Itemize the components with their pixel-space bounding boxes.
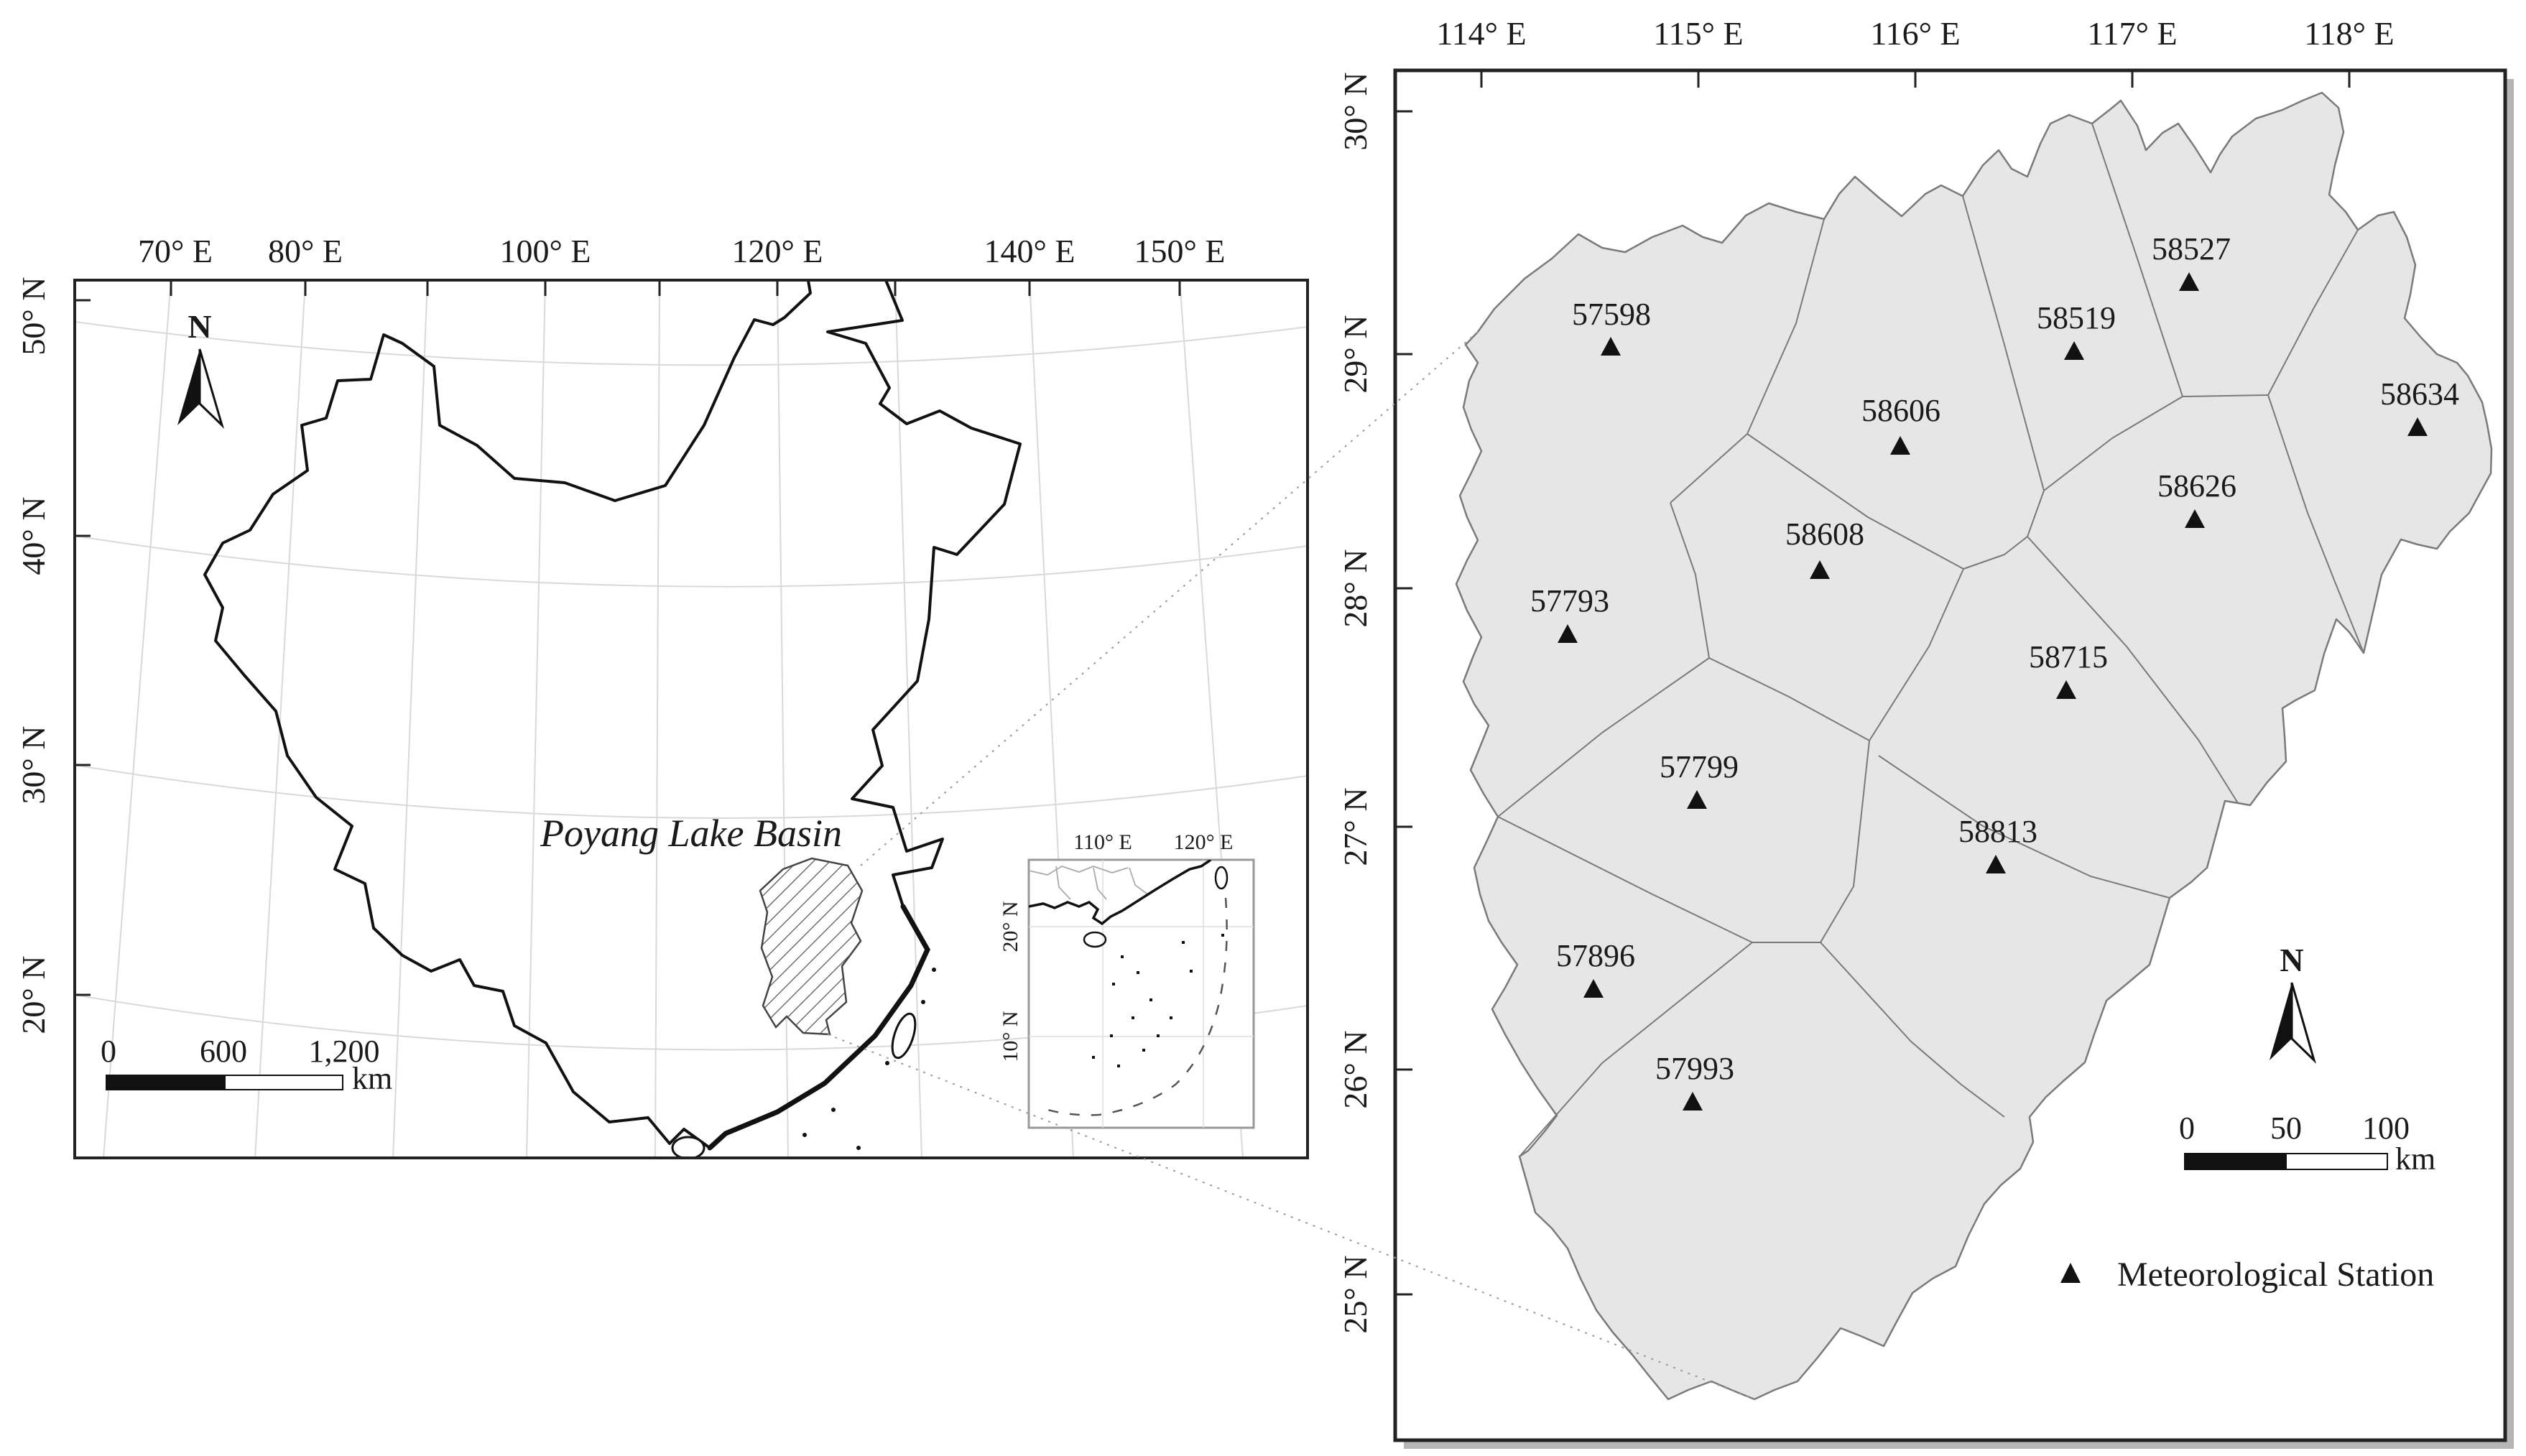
inset-lon-120: 120° E — [1173, 830, 1234, 854]
station-label-58634: 58634 — [2380, 376, 2459, 412]
lat-label-28N: 28° N — [1337, 549, 1374, 628]
scalebar-left-1200: 1,200 — [308, 1034, 380, 1069]
lat-label-30N: 30° N — [15, 725, 52, 804]
basin-station-panel — [1337, 15, 2514, 1449]
basin-label: Poyang Lake Basin — [540, 812, 842, 855]
left-panel-top-ticks — [171, 280, 1180, 296]
north-arrow-left-label: N — [188, 308, 212, 345]
station-label-57799: 57799 — [1660, 749, 1739, 784]
north-arrow-left — [177, 308, 222, 425]
lon-label-114E: 114° E — [1436, 15, 1527, 52]
lon-label-100E: 100° E — [499, 233, 591, 269]
china-overview-panel — [15, 233, 1308, 1159]
station-label-57598: 57598 — [1572, 297, 1651, 332]
inset-lat-10: 10° N — [999, 1011, 1022, 1062]
station-label-57993: 57993 — [1655, 1051, 1734, 1086]
scalebar-left-unit: km — [352, 1061, 393, 1096]
station-label-58527: 58527 — [2152, 231, 2231, 266]
lon-label-118E: 118° E — [2304, 15, 2395, 52]
left-panel-lat-labels — [15, 277, 52, 1034]
hainan-island — [672, 1137, 704, 1159]
legend — [2060, 1256, 2434, 1294]
station-label-58715: 58715 — [2029, 639, 2108, 674]
scalebar-right-unit: km — [2395, 1141, 2436, 1177]
north-arrow-right-label: N — [2280, 942, 2304, 978]
station-label-58813: 58813 — [1958, 814, 2037, 849]
left-panel-lon-labels — [138, 233, 1226, 269]
lon-label-117E: 117° E — [2087, 15, 2178, 52]
scalebar-left — [101, 1034, 392, 1096]
lon-label-120E: 120° E — [731, 233, 823, 269]
lon-label-140E: 140° E — [984, 233, 1075, 269]
lat-label-26N: 26° N — [1337, 1030, 1374, 1109]
left-panel-left-ticks — [75, 300, 91, 995]
right-panel-lat-labels — [1337, 72, 1374, 1333]
lon-label-70E: 70° E — [138, 233, 213, 269]
inset-lat-20: 20° N — [999, 901, 1022, 952]
poyang-basin-polygon — [760, 858, 862, 1034]
taiwan-island — [888, 1011, 920, 1061]
inset-lon-110: 110° E — [1073, 830, 1132, 854]
right-panel-lon-labels — [1436, 15, 2394, 52]
lat-label-20N: 20° N — [15, 955, 52, 1034]
lon-label-116E: 116° E — [1870, 15, 1961, 52]
lat-label-30N-right: 30° N — [1337, 72, 1374, 151]
station-label-58626: 58626 — [2157, 468, 2236, 504]
scalebar-left-600: 600 — [200, 1034, 247, 1069]
station-label-58519: 58519 — [2037, 300, 2116, 335]
scalebar-right-100: 100 — [2362, 1110, 2410, 1146]
lat-label-27N: 27° N — [1337, 787, 1374, 866]
station-label-58608: 58608 — [1785, 516, 1864, 552]
station-label-57896: 57896 — [1556, 938, 1635, 973]
lon-label-150E: 150° E — [1134, 233, 1226, 269]
scalebar-right-0: 0 — [2179, 1110, 2195, 1146]
station-label-58606: 58606 — [1861, 393, 1940, 428]
lon-label-80E: 80° E — [268, 233, 343, 269]
inset-map — [999, 830, 1254, 1128]
lat-label-29N: 29° N — [1337, 315, 1374, 394]
lat-label-25N-right: 25° N — [1337, 1255, 1374, 1334]
scalebar-left-0: 0 — [101, 1034, 116, 1069]
scalebar-right-50: 50 — [2270, 1110, 2302, 1146]
legend-station-label: Meteorological Station — [2117, 1256, 2435, 1294]
lat-label-40N: 40° N — [15, 496, 52, 575]
station-label-57793: 57793 — [1530, 583, 1609, 618]
lat-label-50N: 50° N — [15, 277, 52, 356]
lon-label-115E: 115° E — [1653, 15, 1744, 52]
